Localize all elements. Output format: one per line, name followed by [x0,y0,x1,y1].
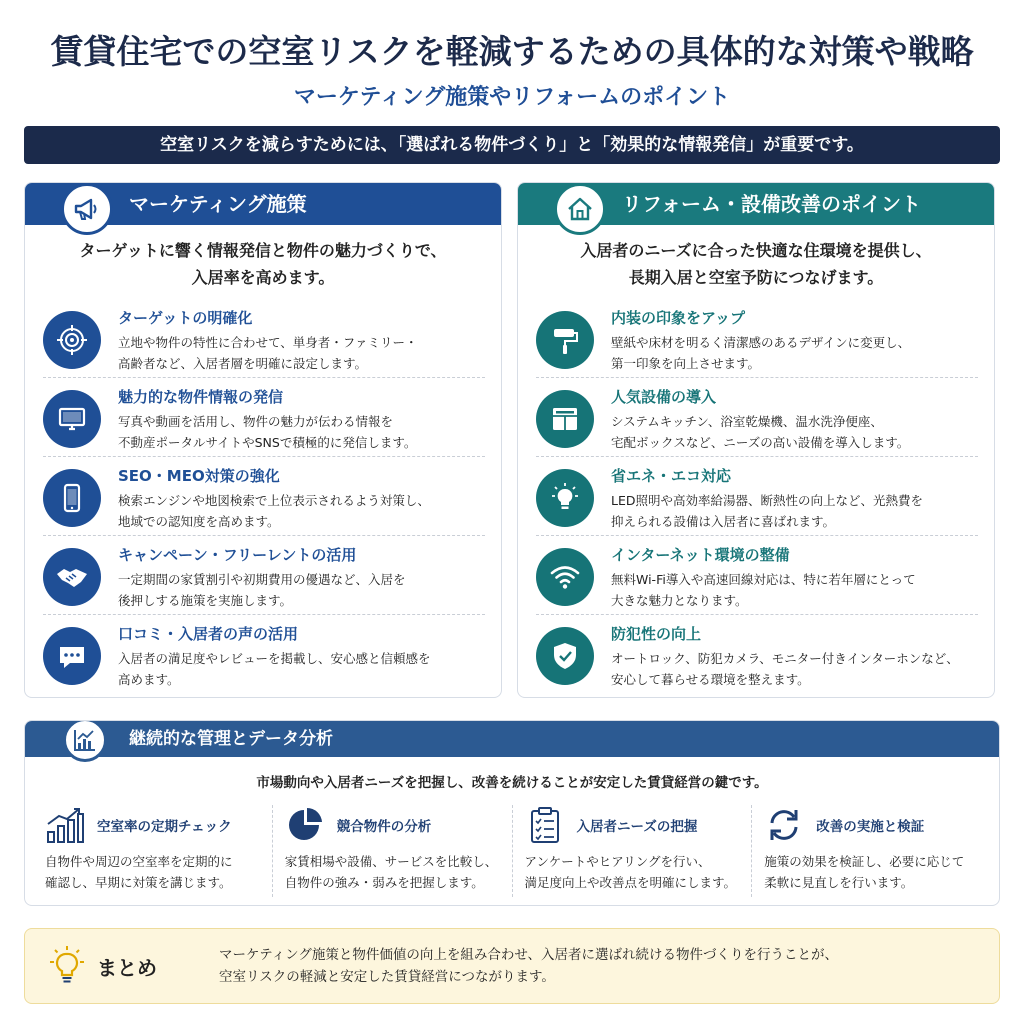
column-desc-line: アンケートやヒアリングを行い、 [524,854,711,869]
analysis-column [752,805,991,897]
lightbulb-icon [536,469,594,527]
column-title: 入居者ニーズの把握 [576,819,698,835]
item-desc-line: 無料Wi-Fi導入や高速回線対応は、特に若年層にとって [611,572,916,587]
key-message-banner: 空室リスクを減らすためには、「選ばれる物件づくり」と「効果的な情報発信」が重要です。 [24,126,1000,164]
marketing-heading: マーケティング施策 [129,192,307,216]
list-item [536,378,978,457]
item-desc-line: 後押しする施策を実施します。 [118,593,293,608]
column-title: 改善の実施と検証 [816,819,925,835]
analysis-section [24,720,1000,906]
clipboard-icon [525,805,565,845]
item-desc-line: LED照明や高効率給湯器、断熱性の向上など、光熱費を [611,493,923,508]
reform-lead [518,237,994,299]
item-title: SEO・MEO対策の強化 [118,467,280,485]
marketing-panel [24,182,502,698]
item-desc-line: 一定期間の家賃割引や初期費用の優遇など、入居を [118,572,406,587]
list-item [43,299,485,378]
item-desc-line: 入居者の満足度やレビューを掲載し、安心感と信頼感を [118,651,431,666]
analysis-column [513,805,753,897]
item-desc-line: 大きな魅力となります。 [611,593,748,608]
summary-line: 空室リスクの軽減と安定した賃貸経営につながります。 [219,969,555,985]
list-item [43,615,485,694]
column-desc-line: 自物件の強み・弱みを把握します。 [284,875,484,890]
reform-panel [517,182,995,698]
column-desc-line: 確認し、早期に対策を講じます。 [45,875,232,890]
item-desc-line: 写真や動画を活用し、物件の魅力が伝わる情報を [118,414,394,429]
item-title: キャンペーン・フリーレントの活用 [118,546,357,564]
marketing-lead-line: ターゲットに響く情報発信と物件の魅力づくりで、 [79,241,447,260]
item-title: 魅力的な物件情報の発信 [118,388,284,406]
pie-chart-icon [285,805,325,845]
reform-heading: リフォーム・設備改善のポイント [622,192,921,216]
list-item [43,536,485,615]
summary-text [219,944,838,988]
bar-growth-icon [45,805,85,845]
refresh-cycle-icon [764,805,804,845]
smartphone-icon [43,469,101,527]
item-desc-line: 第一印象を向上させます。 [611,356,761,371]
column-desc-line: 満足度向上や改善点を明確にします。 [524,875,737,890]
marketing-panel-header [25,183,501,225]
list-item [43,457,485,536]
item-title: 人気設備の導入 [611,388,717,406]
summary-box [24,928,1000,1004]
page-title: 賃貸住宅での空室リスクを軽減するための具体的な対策や戦略 [50,32,974,71]
paint-roller-icon [536,311,594,369]
column-desc-line: 自物件や周辺の空室率を定期的に [45,854,233,869]
summary-line: マーケティング施策と物件価値の向上を組み合わせ、入居者に選ばれ続ける物件づくりを行うことが、 [219,947,838,963]
list-item [536,536,978,615]
item-desc-line: 宅配ボックスなど、ニーズの高い設備を導入します。 [611,435,910,450]
reform-panel-header [518,183,994,225]
analysis-column [273,805,513,897]
shield-icon [536,627,594,685]
item-desc-line: 検索エンジンや地図検索で上位表示されるよう対策し、 [118,493,430,508]
item-desc-line: 安心して暮らせる環境を整えます。 [611,672,810,687]
list-item [43,378,485,457]
analysis-column [33,805,273,897]
handshake-icon [43,548,101,606]
item-title: 防犯性の向上 [611,625,702,643]
item-desc-line: 高めます。 [118,672,180,687]
item-title: インターネット環境の整備 [611,546,790,564]
megaphone-icon [61,183,113,235]
column-title: 空室率の定期チェック [97,819,232,835]
reform-lead-line: 入居者のニーズに合った快適な住環境を提供し、 [580,241,932,260]
page-subtitle: マーケティング施策やリフォームのポイント [293,85,731,110]
chat-bubble-icon [43,627,101,685]
item-desc-line: 壁紙や床材を明るく清潔感のあるデザインに変更し、 [611,335,911,350]
list-item [536,299,978,378]
analytics-chart-icon [63,720,107,762]
list-item [536,615,978,694]
monitor-icon [43,390,101,448]
item-desc-line: 高齢者など、入居者層を明確に設定します。 [118,356,368,371]
list-item [536,457,978,536]
item-desc-line: 不動産ポータルサイトやSNSで積極的に発信します。 [118,435,417,450]
house-icon [554,183,606,235]
marketing-lead-line: 入居率を高めます。 [191,268,335,287]
analysis-heading: 継続的な管理とデータ分析 [129,729,333,749]
target-icon [43,311,101,369]
marketing-lead [25,237,501,299]
lightbulb-icon [47,944,87,988]
item-title: 省エネ・エコ対応 [611,467,732,485]
item-title: ターゲットの明確化 [118,309,253,327]
column-desc-line: 柔軟に見直しを行います。 [764,875,914,890]
reform-lead-line: 長期入居と空室予防につなげます。 [628,268,884,287]
item-desc-line: 地域での認知度を高めます。 [118,514,280,529]
column-desc-line: 施策の効果を検証し、必要に応じて [764,854,965,869]
analysis-header [25,721,999,757]
summary-label: まとめ [97,955,157,980]
item-desc-line: システムキッチン、浴室乾燥機、温水洗浄便座、 [611,414,883,429]
wifi-icon [536,548,594,606]
item-desc-line: 立地や物件の特性に合わせて、単身者・ファミリー・ [118,335,418,350]
analysis-lead: 市場動向や入居者ニーズを把握し、改善を続けることが安定した賃貸経営の鍵です。 [256,775,768,791]
item-title: 内装の印象をアップ [611,309,745,327]
item-desc-line: 抑えられる設備は入居者に喜ばれます。 [611,514,836,529]
kitchen-icon [536,390,594,448]
item-desc-line: オートロック、防犯カメラ、モニター付きインターホンなど、 [611,651,959,666]
column-desc-line: 家賃相場や設備、サービスを比較し、 [284,854,498,869]
column-title: 競合物件の分析 [336,819,432,835]
item-title: 口コミ・入居者の声の活用 [118,625,299,643]
